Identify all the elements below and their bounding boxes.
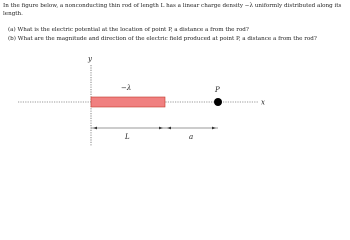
question-part-b: (b) What are the magnitude and direction of the electric field produced at point P, a distance a from the rod? bbox=[8, 36, 317, 42]
point-p-dot bbox=[214, 98, 222, 106]
distance-arrow-right bbox=[212, 127, 216, 130]
point-p-label: P bbox=[215, 86, 220, 94]
charge-density-label: −λ bbox=[121, 84, 132, 92]
question-part-a: (a) What is the electric potential at the location of point P, a distance a from the rod? bbox=[8, 27, 249, 33]
problem-intro: In the figure below, a nonconducting thin rod of length L has a linear charge density −λ uniformly distributed along its length. bbox=[3, 3, 342, 17]
rod-length-label: L bbox=[125, 133, 130, 141]
distance-label: a bbox=[189, 133, 194, 141]
length-arrow-right bbox=[159, 127, 163, 130]
x-axis-label: x bbox=[261, 98, 265, 107]
length-arrow-left bbox=[93, 127, 97, 130]
y-axis-label: y bbox=[88, 55, 92, 63]
charged-rod bbox=[91, 97, 165, 107]
distance-arrow-left bbox=[167, 127, 171, 130]
